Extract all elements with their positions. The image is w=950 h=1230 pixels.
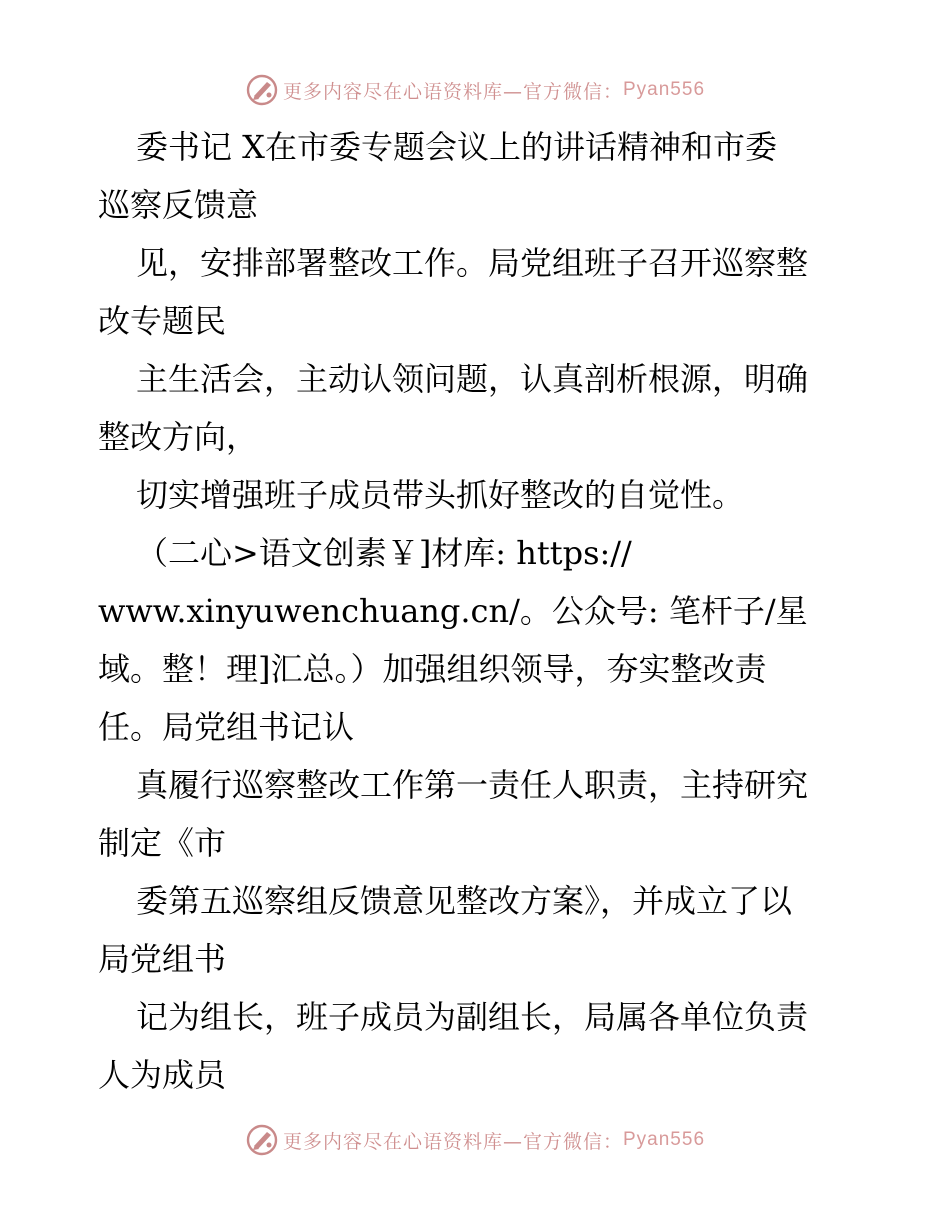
- document-line: 见，安排部署整改工作。局党组班子召开巡察整: [136, 244, 809, 282]
- document-line: （二心>语文创素￥]材库: https://: [136, 534, 632, 572]
- document-line: 委书记 X在市委专题会议上的讲话精神和市委: [136, 128, 777, 166]
- document-line: 任。局党组书记认: [98, 708, 355, 746]
- document-line: 域。整！理]汇总。）加强组织领导，夯实整改责: [98, 650, 767, 688]
- document-line: 切实增强班子成员带头抓好整改的自觉性。: [136, 476, 745, 514]
- document-line: 整改方向，: [98, 418, 259, 456]
- watermark-footer: [0, 1120, 950, 1160]
- document-line: 主生活会，主动认领问题，认真剖析根源，明确: [136, 360, 809, 398]
- watermark-logo-icon: [245, 73, 279, 107]
- watermark-logo-icon: [245, 1123, 279, 1157]
- watermark-account: Pyan556: [623, 79, 706, 100]
- watermark-text: 更多内容尽在心语资料库—官方微信：: [282, 1130, 623, 1153]
- document-line: 人为成员: [98, 1056, 227, 1094]
- watermark-header: [0, 70, 950, 110]
- document-line: 巡察反馈意: [98, 186, 259, 224]
- document-line: 委第五巡察组反馈意见整改方案》，并成立了以: [136, 882, 793, 920]
- document-line: www.xinyuwenchuang.cn/。公众号: 笔杆子/星: [98, 592, 808, 630]
- document-line: 改专题民: [98, 302, 227, 340]
- document-line: 真履行巡察整改工作第一责任人职责，主持研究: [136, 766, 809, 804]
- document-body: [98, 118, 858, 1104]
- watermark-account: Pyan556: [623, 1129, 706, 1150]
- watermark-text: 更多内容尽在心语资料库—官方微信：: [282, 80, 623, 103]
- document-line: 局党组书: [98, 940, 227, 978]
- document-line: 制定《市: [98, 824, 227, 862]
- document-line: 记为组长，班子成员为副组长，局属各单位负责: [136, 998, 809, 1036]
